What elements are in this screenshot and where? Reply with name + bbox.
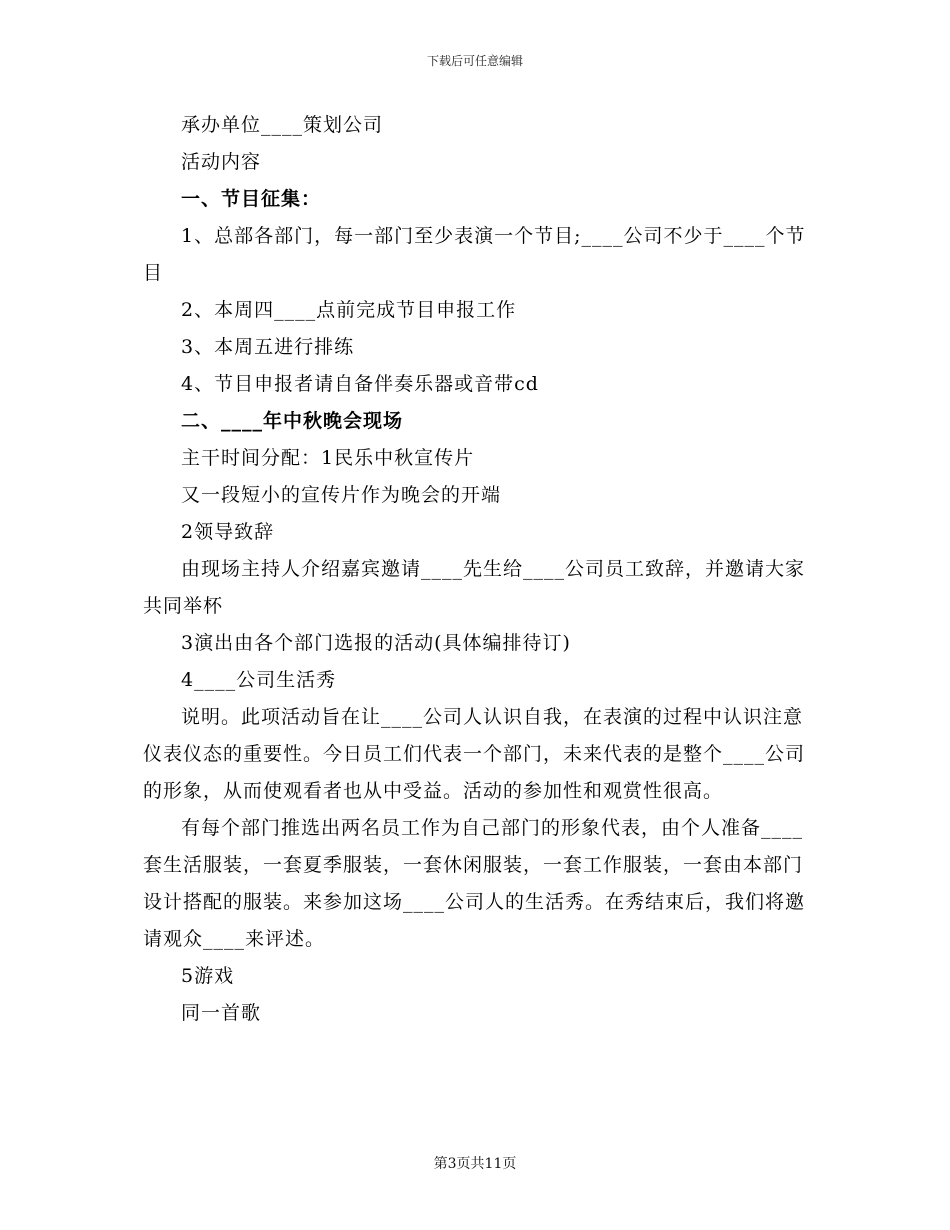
- paragraph-13: 说明。此项活动旨在让____公司人认识自我，在表演的过程中认识注意仪表仪态的重要性。今日员工们代表一个部门，未来代表的是整个____公司的形象，从而使观看者也从中受益。活动的参加性和观赏性很高。: [143, 706, 806, 802]
- paragraph-15: 5游戏: [181, 965, 235, 987]
- paragraph-12: 4____公司生活秀: [181, 669, 337, 691]
- paragraph-6: 4、节目申报者请自备伴奏乐器或音带cd: [181, 373, 539, 395]
- paragraph-8: 又一段短小的宣传片作为晚会的开端: [181, 484, 502, 506]
- paragraph-4: 2、本周四____点前完成节目申报工作: [181, 299, 517, 321]
- paragraph-9: 2领导致辞: [181, 521, 275, 543]
- paragraph-5: 3、本周五进行排练: [181, 336, 355, 358]
- paragraph-2: 活动内容: [181, 151, 262, 173]
- document-body: [143, 107, 807, 1032]
- paragraph-16: 同一首歌: [181, 1002, 262, 1024]
- paragraph-10: 由现场主持人介绍嘉宾邀请____先生给____公司员工致辞，并邀请大家共同举杯: [143, 558, 806, 617]
- paragraph-14: 有每个部门推选出两名员工作为自己部门的形象代表，由个人准备____套生活服装，一套夏季服装，一套休闲服装，一套工作服装，一套由本部门设计搭配的服装。来参加这场____公司人的生活秀。在秀结束后，我们将邀请观众____来评述。: [143, 817, 806, 950]
- paragraph-1: 承办单位____策划公司: [181, 114, 384, 136]
- section-heading-1: 一、节目征集：: [181, 188, 322, 210]
- paragraph-3: 1、总部各部门，每一部门至少表演一个节目;____公司不少于____个节目: [143, 225, 806, 284]
- page-header: 下载后可任意编辑: [426, 54, 523, 68]
- section-heading-2: 二、____年中秋晚会现场: [181, 410, 404, 432]
- page-footer: 第3页共11页: [433, 1156, 517, 1172]
- paragraph-7: 主干时间分配：1民乐中秋宣传片: [181, 447, 475, 469]
- paragraph-11: 3演出由各个部门选报的活动(具体编排待订): [181, 632, 571, 654]
